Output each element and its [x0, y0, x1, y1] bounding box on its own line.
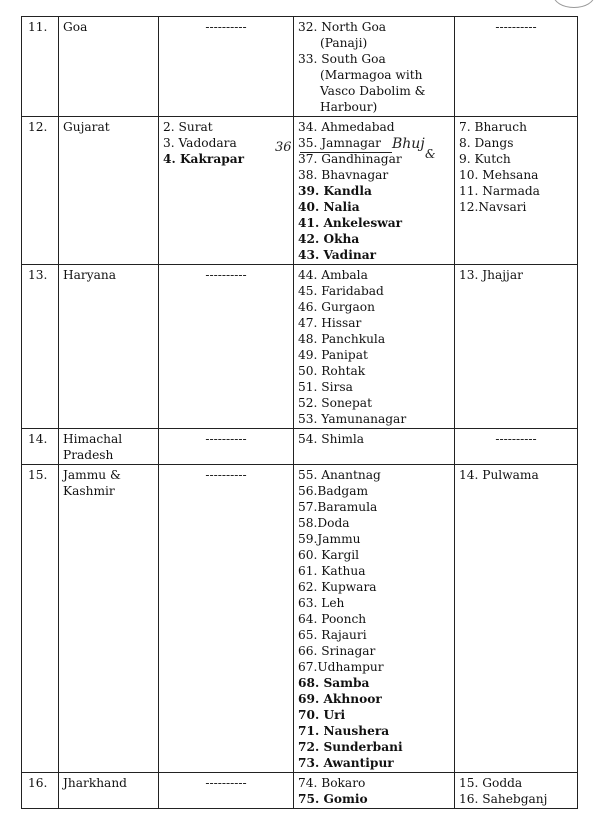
district-entry: 69. Akhnoor — [298, 692, 382, 706]
district-entry: 12.Navsari — [459, 200, 527, 214]
col3-cell — [159, 265, 294, 429]
district-entry: 32. North Goa — [298, 20, 387, 34]
district-entry: 11. Narmada — [459, 184, 540, 198]
handwritten-mark: & — [425, 147, 436, 161]
district-entry: 3. Vadodara — [163, 136, 237, 150]
handwritten-number: 36 — [275, 140, 292, 155]
col3-cell — [159, 429, 294, 465]
district-entry: 15. Godda — [459, 776, 523, 790]
district-entry: 34. Ahmedabad — [298, 120, 395, 134]
dash-placeholder: ---------- — [205, 268, 247, 282]
handwritten-underline — [300, 152, 392, 153]
col4-cell — [294, 465, 455, 773]
district-entry: 8. Dangs — [459, 136, 514, 150]
district-entry: 57.Baramula — [298, 500, 378, 514]
district-entry: 53. Yamunanagar — [298, 412, 407, 426]
table-body — [22, 17, 578, 809]
table-row — [22, 265, 578, 429]
state-name-line: Jammu & — [63, 468, 121, 482]
district-entry: 55. Anantnag — [298, 468, 381, 482]
dash-placeholder: ---------- — [205, 468, 247, 482]
district-entry: 72. Sunderbani — [298, 740, 403, 754]
state-name-cell — [59, 265, 159, 429]
district-entry: 16. Sahebganj — [459, 792, 548, 806]
district-entry: 71. Naushera — [298, 724, 390, 738]
state-name-line: Jharkhand — [63, 776, 127, 790]
col4-cell — [294, 17, 455, 117]
districts-table — [21, 16, 578, 809]
district-entry: 73. Awantipur — [298, 756, 394, 770]
district-entry: 66. Srinagar — [298, 644, 376, 658]
state-name-line: Goa — [63, 20, 88, 34]
district-entry: 58.Doda — [298, 516, 350, 530]
district-entry: 4. Kakrapar — [163, 152, 245, 166]
district-entry: 50. Rohtak — [298, 364, 366, 378]
district-entry: 60. Kargil — [298, 548, 360, 562]
district-entry: 70. Uri — [298, 708, 346, 722]
state-name-cell — [59, 117, 159, 265]
col4-cell — [294, 117, 455, 265]
district-entry: (Panaji) — [320, 36, 368, 50]
col4-cell — [294, 773, 455, 809]
col4-cell — [294, 265, 455, 429]
dash-placeholder: ---------- — [495, 432, 537, 446]
serial-number-cell: 16. — [22, 773, 59, 809]
district-entry: 63. Leh — [298, 596, 345, 610]
district-entry: 59.Jammu — [298, 532, 361, 546]
district-entry: 65. Rajauri — [298, 628, 367, 642]
district-entry: 7. Bharuch — [459, 120, 527, 134]
col3-cell — [159, 465, 294, 773]
table-row — [22, 17, 578, 117]
state-name-line: Haryana — [63, 268, 116, 282]
col5-cell — [455, 429, 578, 465]
col5-cell — [455, 773, 578, 809]
state-name-line: Kashmir — [63, 484, 115, 498]
district-entry: 54. Shimla — [298, 432, 365, 446]
district-entry: 39. Kandla — [298, 184, 372, 198]
serial-number-cell: 13. — [22, 265, 59, 429]
table-row — [22, 465, 578, 773]
district-entry: 42. Okha — [298, 232, 360, 246]
district-entry: 37. Gandhinagar — [298, 152, 402, 166]
district-entry: 33. South Goa — [298, 52, 386, 66]
district-entry: Harbour) — [320, 100, 378, 114]
district-entry: 46. Gurgaon — [298, 300, 375, 314]
district-entry: 74. Bokaro — [298, 776, 366, 790]
district-entry: 68. Samba — [298, 676, 370, 690]
district-entry: 14. Pulwama — [459, 468, 539, 482]
dash-placeholder: ---------- — [205, 776, 247, 790]
col3-cell — [159, 17, 294, 117]
col3-cell — [159, 117, 294, 265]
corner-stamp-mark — [553, 0, 595, 8]
dash-placeholder: ---------- — [205, 20, 247, 34]
state-name-cell — [59, 429, 159, 465]
district-entry: 52. Sonepat — [298, 396, 372, 410]
district-entry: 44. Ambala — [298, 268, 368, 282]
district-entry: 2. Surat — [163, 120, 213, 134]
district-entry: 43. Vadinar — [298, 248, 377, 262]
district-entry: (Marmagoa with — [320, 68, 423, 82]
district-entry: 51. Sirsa — [298, 380, 353, 394]
col5-cell — [455, 265, 578, 429]
district-entry: 64. Poonch — [298, 612, 367, 626]
district-entry: 38. Bhavnagar — [298, 168, 389, 182]
handwritten-word: Bhuj — [392, 136, 425, 152]
state-name-cell — [59, 465, 159, 773]
district-entry: 40. Nalia — [298, 200, 360, 214]
table-row — [22, 773, 578, 809]
district-entry: 9. Kutch — [459, 152, 511, 166]
district-entry: 48. Panchkula — [298, 332, 386, 346]
serial-number-cell: 12. — [22, 117, 59, 265]
dash-placeholder: ---------- — [495, 20, 537, 34]
serial-number-cell: 14. — [22, 429, 59, 465]
district-entry: 45. Faridabad — [298, 284, 384, 298]
dash-placeholder: ---------- — [205, 432, 247, 446]
district-entry: 75. Gomio — [298, 792, 368, 806]
serial-number-cell: 15. — [22, 465, 59, 773]
district-entry: 61. Kathua — [298, 564, 366, 578]
state-name-cell — [59, 17, 159, 117]
col5-cell — [455, 17, 578, 117]
state-name-cell — [59, 773, 159, 809]
col5-cell — [455, 117, 578, 265]
district-entry: 49. Panipat — [298, 348, 368, 362]
col4-cell — [294, 429, 455, 465]
district-entry: 67.Udhampur — [298, 660, 384, 674]
state-name-line: Pradesh — [63, 448, 114, 462]
district-entry: 47. Hissar — [298, 316, 362, 330]
serial-number-cell: 11. — [22, 17, 59, 117]
col5-cell — [455, 465, 578, 773]
table-row — [22, 117, 578, 265]
district-entry: 10. Mehsana — [459, 168, 539, 182]
table-row — [22, 429, 578, 465]
state-name-line: Gujarat — [63, 120, 110, 134]
col3-cell — [159, 773, 294, 809]
district-entry: 62. Kupwara — [298, 580, 377, 594]
district-entry: 13. Jhajjar — [459, 268, 523, 282]
district-entry: 41. Ankeleswar — [298, 216, 403, 230]
state-name-line: Himachal — [63, 432, 123, 446]
district-entry: 35. Jamnagar — [298, 136, 381, 150]
district-entry: 56.Badgam — [298, 484, 369, 498]
district-entry: Vasco Dabolim & — [320, 84, 426, 98]
